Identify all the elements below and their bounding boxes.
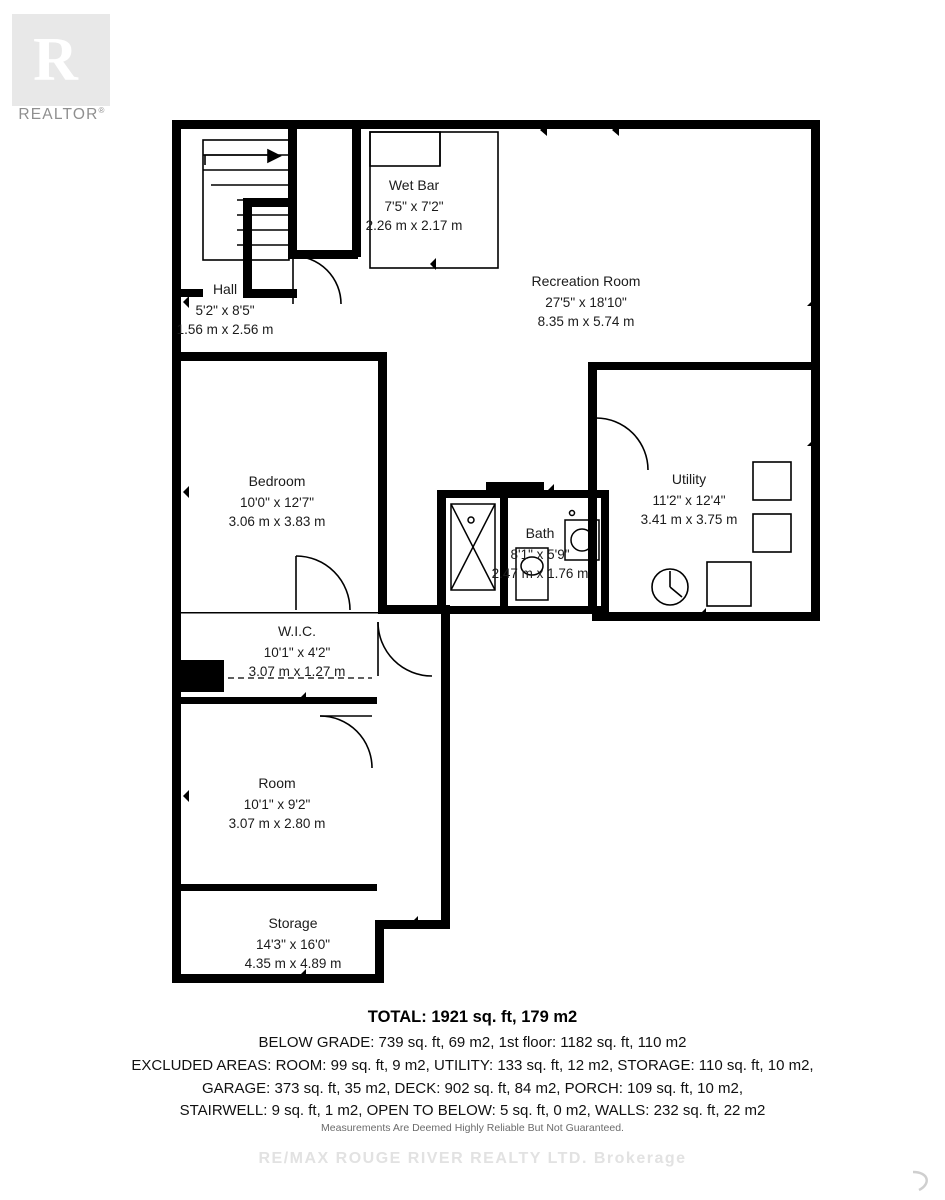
room-dim-metric: 3.06 m x 3.83 m	[228, 514, 326, 530]
room-name: Utility	[671, 471, 707, 487]
room-dim-imperial: 8'1" x 5'9"	[510, 546, 570, 562]
room-label-wic	[216, 622, 378, 681]
room-dim-imperial: 10'0" x 12'7"	[239, 494, 315, 510]
room-dim-metric: 2.47 m x 1.76 m	[491, 566, 589, 582]
room-name: W.I.C.	[277, 623, 317, 639]
brokerage-watermark: RE/MAX ROUGE RIVER REALTY LTD. Brokerage	[258, 1150, 687, 1167]
total-area-line: TOTAL: 1921 sq. ft, 179 m2	[367, 1008, 578, 1026]
room-name: Room	[258, 775, 296, 791]
room-name: Storage	[268, 915, 318, 931]
room-dim-metric: 8.35 m x 5.74 m	[537, 314, 635, 330]
excluded-areas-line-1: EXCLUDED AREAS: ROOM: 99 sq. ft, 9 m2, UTILITY: 133 sq. ft, 12 m2, STORAGE: 110 sq. ft, 10 m2,	[131, 1056, 814, 1074]
room-name: Hall	[212, 281, 238, 297]
room-dim-imperial: 27'5" x 18'10"	[545, 294, 627, 310]
room-name: Wet Bar	[388, 177, 440, 193]
excluded-areas-line-2: GARAGE: 373 sq. ft, 35 m2, DECK: 902 sq. ft, 84 m2, PORCH: 109 sq. ft, 10 m2,	[201, 1079, 744, 1097]
corner-swoosh-icon	[909, 1170, 935, 1192]
room-label-storage	[212, 914, 374, 973]
area-summary	[0, 1005, 945, 1123]
room-label-hall	[168, 280, 282, 339]
below-grade-line: BELOW GRADE: 739 sq. ft, 69 m2, 1st floor: 1182 sq. ft, 110 m2	[258, 1034, 687, 1052]
room-label-recreation-room	[487, 272, 685, 331]
room-dim-imperial: 5'2" x 8'5"	[195, 302, 255, 318]
room-dim-metric: 3.41 m x 3.75 m	[640, 512, 738, 528]
room-name: Recreation Room	[531, 273, 641, 289]
room-name: Bath	[525, 525, 555, 541]
excluded-areas-line-3: STAIRWELL: 9 sq. ft, 1 m2, OPEN TO BELOW: 5 sq. ft, 0 m2, WALLS: 232 sq. ft, 22 m2	[179, 1102, 766, 1120]
room-label-wet-bar	[352, 176, 476, 235]
room-dim-imperial: 10'1" x 9'2"	[243, 796, 311, 812]
room-label-room	[196, 774, 358, 833]
room-dim-metric: 4.35 m x 4.89 m	[244, 956, 342, 972]
room-name: Bedroom	[248, 473, 306, 489]
trademark-symbol: ®	[98, 106, 106, 115]
room-dim-metric: 2.26 m x 2.17 m	[365, 218, 463, 234]
room-label-bath	[478, 524, 602, 583]
room-dim-imperial: 11'2" x 12'4"	[652, 492, 726, 508]
room-dim-imperial: 7'5" x 7'2"	[384, 198, 444, 214]
room-dim-metric: 3.07 m x 2.80 m	[228, 816, 326, 832]
room-dim-metric: 3.07 m x 1.27 m	[248, 664, 346, 680]
room-dim-metric: 1.56 m x 2.56 m	[176, 322, 274, 338]
measurement-disclaimer: Measurements Are Deemed Highly Reliable But Not Guaranteed.	[321, 1122, 624, 1134]
room-label-utility	[608, 470, 770, 529]
room-dim-imperial: 10'1" x 4'2"	[263, 644, 331, 660]
room-label-bedroom	[196, 472, 358, 531]
realtor-r-glyph: R	[33, 25, 77, 94]
room-dim-imperial: 14'3" x 16'0"	[255, 936, 331, 952]
realtor-wordmark-text: REALTOR	[18, 106, 99, 124]
